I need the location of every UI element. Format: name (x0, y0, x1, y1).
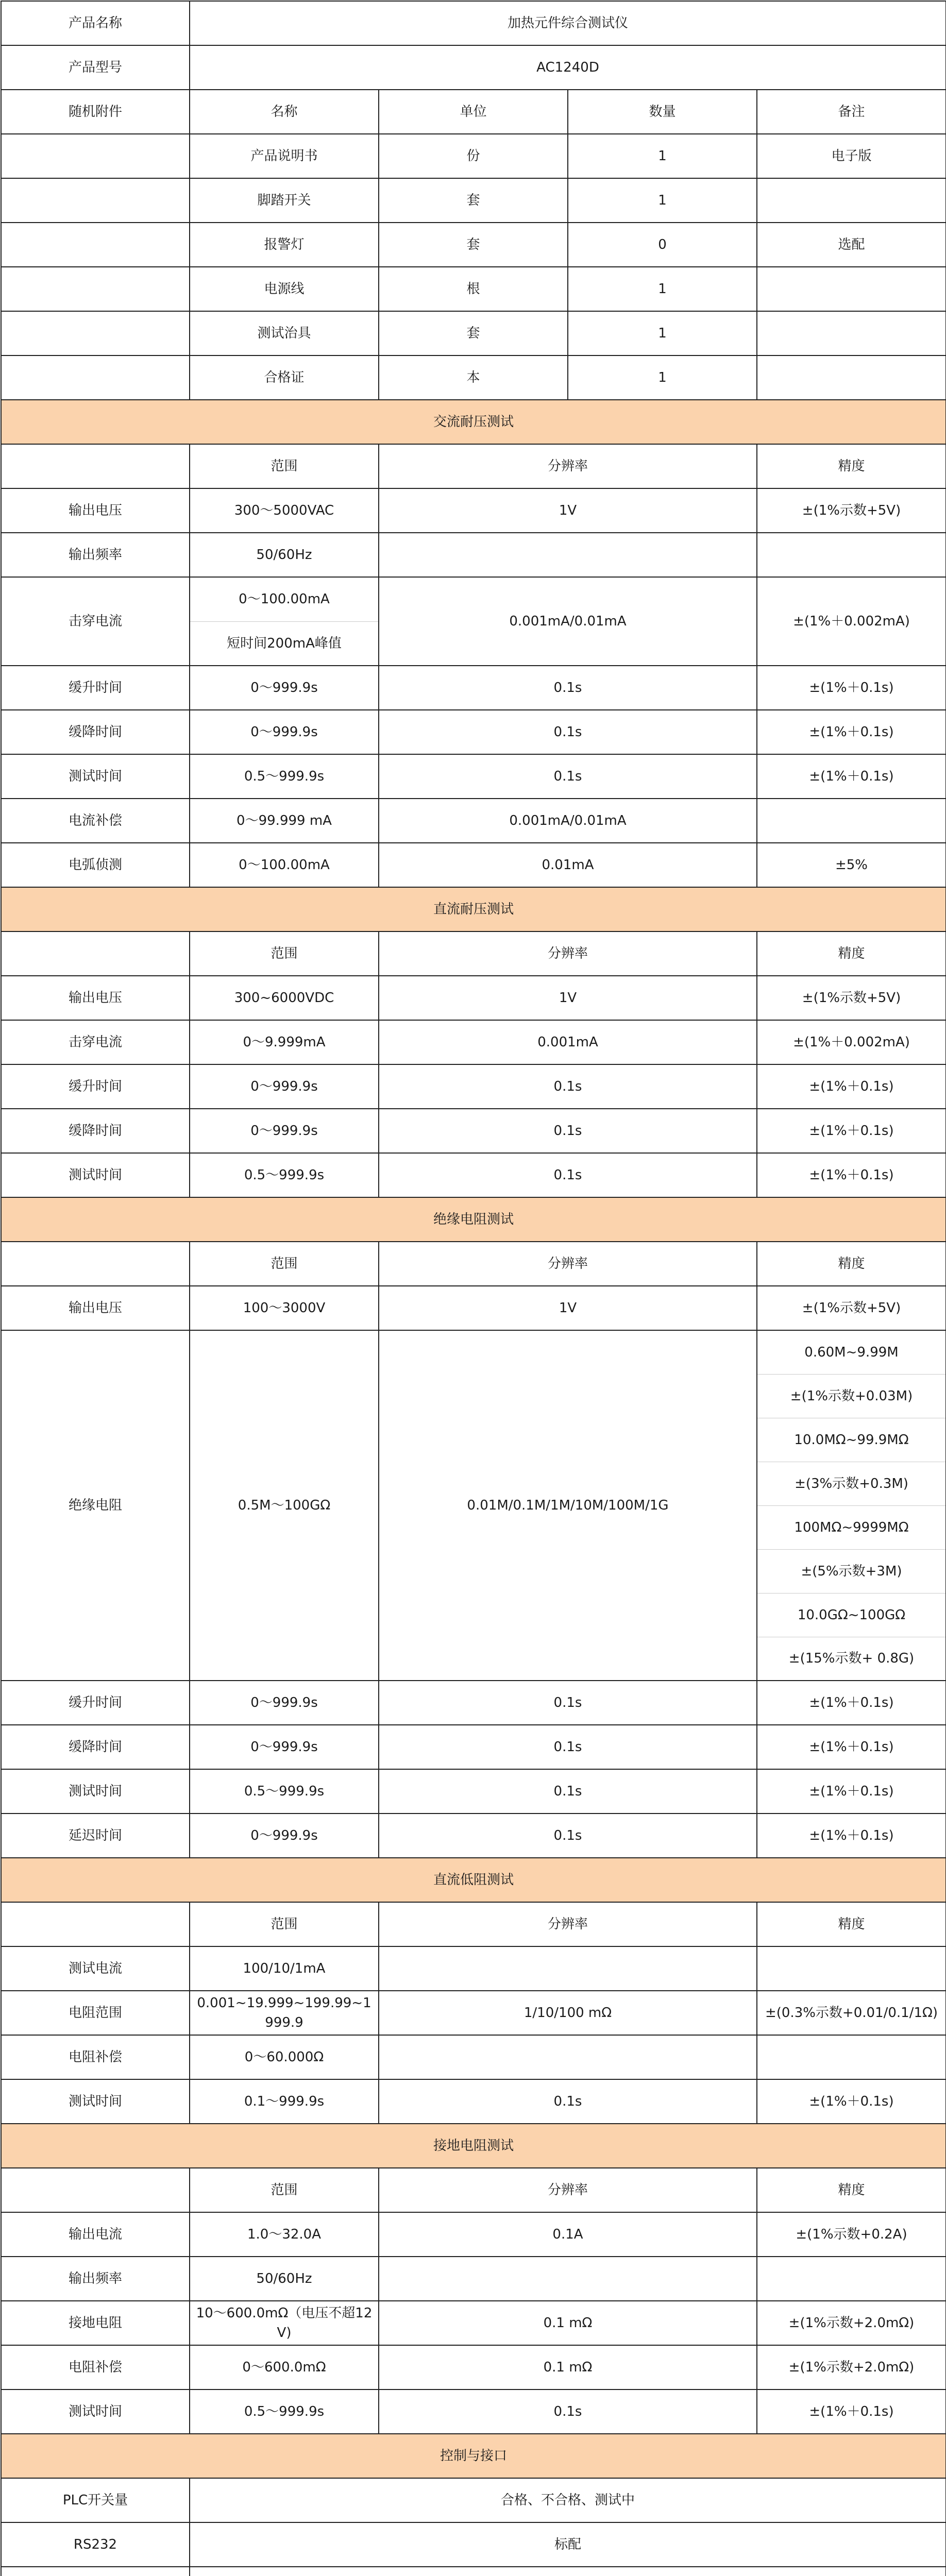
accessory-qty: 1 (568, 311, 757, 355)
param-range: 300～5000VAC (190, 488, 379, 533)
section-title: 直流低阻测试 (1, 1858, 946, 1902)
spec-row (1, 754, 946, 799)
param-resolution: 0.1s (379, 1769, 757, 1814)
param-name: 击穿电流 (1, 577, 190, 666)
param-accuracy: ±(1%示数+0.2A) (757, 2212, 946, 2257)
param-name: 测试时间 (1, 1153, 190, 1197)
accessory-note: 选配 (757, 223, 946, 267)
section-title: 接地电阻测试 (1, 2124, 946, 2168)
param-range: 50/60Hz (190, 2257, 379, 2301)
param-accuracy: ±(1%示数+2.0mΩ) (757, 2301, 946, 2345)
spec-row (1, 2079, 946, 2124)
param-name: 输出电压 (1, 488, 190, 533)
param-resolution: 0.1s (379, 710, 757, 754)
param-range: 100/10/1mA (190, 1946, 379, 1991)
accessory-row (1, 178, 946, 223)
param-resolution: 0.1s (379, 1814, 757, 1858)
param-accuracy: ±(1%＋0.1s) (757, 1769, 946, 1814)
param-name: 电阻补偿 (1, 2345, 190, 2389)
product-name-label: 产品名称 (1, 1, 190, 45)
param-name: 击穿电流 (1, 1020, 190, 1064)
accessory-row (1, 311, 946, 355)
accuracy-range-line: 0.60M~9.99M (757, 1330, 946, 1374)
accessory-unit: 根 (379, 267, 568, 311)
spec-row (1, 1153, 946, 1197)
param-range: 0～99.999 mA (190, 799, 379, 843)
param-range: 100～3000V (190, 1286, 379, 1330)
param-accuracy (757, 1946, 946, 1991)
accessory-name: 电源线 (190, 267, 379, 311)
header-range: 范围 (190, 444, 379, 488)
empty-cell (1, 223, 190, 267)
header-resolution: 分辨率 (379, 1242, 757, 1286)
spec-row (1, 1681, 946, 1725)
header-range: 范围 (190, 2168, 379, 2212)
accessory-name: 报警灯 (190, 223, 379, 267)
empty-cell (1, 267, 190, 311)
spec-row (1, 2345, 946, 2389)
param-resolution (379, 1946, 757, 1991)
param-resolution: 1V (379, 488, 757, 533)
param-resolution: 1V (379, 976, 757, 1020)
accessory-unit: 套 (379, 311, 568, 355)
param-name: 绝缘电阻 (1, 1330, 190, 1681)
param-resolution: 1/10/100 mΩ (379, 1991, 757, 2035)
control-name: RS232 (1, 2522, 190, 2567)
spec-table (1, 1, 946, 2576)
header-resolution: 分辨率 (379, 1902, 757, 1946)
accessories-header-unit: 单位 (379, 90, 568, 134)
header-accuracy: 精度 (757, 1902, 946, 1946)
param-name: 电阻补偿 (1, 2035, 190, 2079)
spec-header-row (1, 1242, 946, 1286)
spec-row (1, 1109, 946, 1153)
param-name: 测试时间 (1, 2389, 190, 2434)
control-row (1, 2522, 946, 2567)
product-name-row (1, 1, 946, 45)
accessory-unit: 套 (379, 223, 568, 267)
param-accuracy: ±(0.3%示数+0.01/0.1/1Ω) (757, 1991, 946, 2035)
param-accuracy: ±(1%＋0.1s) (757, 1153, 946, 1197)
param-accuracy: ±(1%示数+5V) (757, 488, 946, 533)
param-name: 缓降时间 (1, 1109, 190, 1153)
param-range: 300~6000VDC (190, 976, 379, 1020)
empty-cell (1, 178, 190, 223)
accessory-qty: 1 (568, 178, 757, 223)
control-row (1, 2478, 946, 2522)
control-name (1, 2567, 190, 2576)
spec-row (1, 1330, 946, 1374)
control-value (190, 2567, 946, 2576)
param-accuracy: ±(1%示数+2.0mΩ) (757, 2345, 946, 2389)
param-range: 50/60Hz (190, 533, 379, 577)
accessory-unit: 本 (379, 355, 568, 400)
product-name-value: 加热元件综合测试仪 (190, 1, 946, 45)
param-accuracy: ±(1%＋0.1s) (757, 1109, 946, 1153)
spec-header-row (1, 1902, 946, 1946)
accuracy-range-line: 100MΩ~9999MΩ (757, 1505, 946, 1549)
param-name: 输出频率 (1, 2257, 190, 2301)
header-resolution: 分辨率 (379, 444, 757, 488)
param-name: 接地电阻 (1, 2301, 190, 2345)
spec-row (1, 1769, 946, 1814)
param-name: 缓降时间 (1, 710, 190, 754)
param-name: 测试时间 (1, 754, 190, 799)
param-name: 缓降时间 (1, 1725, 190, 1769)
accessory-name: 脚踏开关 (190, 178, 379, 223)
header-resolution: 分辨率 (379, 2168, 757, 2212)
param-range: 0.1～999.9s (190, 2079, 379, 2124)
empty-cell (1, 1242, 190, 1286)
accessory-note (757, 355, 946, 400)
param-name: 输出电压 (1, 1286, 190, 1330)
accuracy-range-line: 10.0MΩ~99.9MΩ (757, 1418, 946, 1462)
accessory-name: 测试治具 (190, 311, 379, 355)
param-accuracy (757, 2035, 946, 2079)
accessory-name: 合格证 (190, 355, 379, 400)
param-name: 电弧侦测 (1, 843, 190, 887)
param-resolution: 0.001mA (379, 1020, 757, 1064)
spec-row (1, 533, 946, 577)
section-header-control (1, 2434, 946, 2478)
accessory-qty: 1 (568, 355, 757, 400)
param-accuracy (757, 533, 946, 577)
header-accuracy: 精度 (757, 1242, 946, 1286)
accessory-name: 产品说明书 (190, 134, 379, 178)
accessory-note (757, 267, 946, 311)
empty-cell (1, 931, 190, 976)
param-range: 0.001~19.999~199.99~1999.9 (190, 1991, 379, 2035)
param-resolution: 0.1s (379, 754, 757, 799)
param-range: 0～999.9s (190, 1064, 379, 1109)
param-resolution: 0.1s (379, 1064, 757, 1109)
spec-row (1, 976, 946, 1020)
header-accuracy: 精度 (757, 2168, 946, 2212)
spec-row (1, 1064, 946, 1109)
spec-header-row (1, 931, 946, 976)
spec-row (1, 2212, 946, 2257)
accessory-note: 电子版 (757, 134, 946, 178)
param-resolution: 0.1 mΩ (379, 2345, 757, 2389)
param-resolution: 1V (379, 1286, 757, 1330)
accessory-unit: 套 (379, 178, 568, 223)
param-name: 测试时间 (1, 2079, 190, 2124)
spec-row (1, 1020, 946, 1064)
accessories-header-row (1, 90, 946, 134)
empty-cell (1, 444, 190, 488)
section-title: 绝缘电阻测试 (1, 1197, 946, 1242)
accessory-row (1, 267, 946, 311)
product-model-label: 产品型号 (1, 45, 190, 90)
accessory-row (1, 355, 946, 400)
accessory-qty: 1 (568, 134, 757, 178)
section-header-gr (1, 2124, 946, 2168)
param-range: 0～60.000Ω (190, 2035, 379, 2079)
spec-row (1, 2389, 946, 2434)
accuracy-range-line: 10.0GΩ~100GΩ (757, 1593, 946, 1637)
param-range: 0～999.9s (190, 1725, 379, 1769)
header-range: 范围 (190, 1902, 379, 1946)
param-accuracy: ±(1%＋0.1s) (757, 1814, 946, 1858)
empty-cell (1, 2168, 190, 2212)
param-resolution: 0.1s (379, 666, 757, 710)
param-accuracy: ±(1%＋0.1s) (757, 2079, 946, 2124)
accuracy-value-line: ±(3%示数+0.3M) (757, 1462, 946, 1505)
spec-row (1, 2301, 946, 2345)
param-resolution: 0.1s (379, 1153, 757, 1197)
param-name: 输出电压 (1, 976, 190, 1020)
spec-header-row (1, 2168, 946, 2212)
param-resolution: 0.1 mΩ (379, 2301, 757, 2345)
section-header-acw (1, 400, 946, 444)
control-name: PLC开关量 (1, 2478, 190, 2522)
param-name: 缓升时间 (1, 1064, 190, 1109)
product-model-value: AC1240D (190, 45, 946, 90)
header-range: 范围 (190, 1242, 379, 1286)
param-resolution (379, 533, 757, 577)
section-title: 交流耐压测试 (1, 400, 946, 444)
param-accuracy: ±5% (757, 843, 946, 887)
param-resolution (379, 2257, 757, 2301)
section-header-dclr (1, 1858, 946, 1902)
param-range: 0～100.00mA (190, 843, 379, 887)
param-range: 0～999.9s (190, 666, 379, 710)
param-accuracy: ±(1%示数+5V) (757, 1286, 946, 1330)
section-title: 控制与接口 (1, 2434, 946, 2478)
accessories-label: 随机附件 (1, 90, 190, 134)
param-name: 电阻范围 (1, 1991, 190, 2035)
product-model-row (1, 45, 946, 90)
spec-row (1, 1286, 946, 1330)
param-accuracy: ±(1%＋0.1s) (757, 1681, 946, 1725)
spec-row (1, 843, 946, 887)
header-accuracy: 精度 (757, 444, 946, 488)
accuracy-value-line: ±(5%示数+3M) (757, 1549, 946, 1593)
param-name: 缓升时间 (1, 1681, 190, 1725)
spec-row (1, 488, 946, 533)
section-header-dcw (1, 887, 946, 931)
param-name: 延迟时间 (1, 1814, 190, 1858)
param-accuracy: ±(1%＋0.1s) (757, 710, 946, 754)
spec-row (1, 799, 946, 843)
param-accuracy: ±(1%＋0.1s) (757, 1064, 946, 1109)
spec-row (1, 1814, 946, 1858)
accuracy-value-line: ±(1%示数+0.03M) (757, 1374, 946, 1418)
param-name: 输出频率 (1, 533, 190, 577)
param-resolution: 0.1s (379, 1681, 757, 1725)
spec-row (1, 2257, 946, 2301)
spec-row (1, 1725, 946, 1769)
param-accuracy: ±(1%＋0.1s) (757, 2389, 946, 2434)
spec-row (1, 1991, 946, 2035)
accessories-header-qty: 数量 (568, 90, 757, 134)
param-range: 0～999.9s (190, 1109, 379, 1153)
spec-row (1, 1946, 946, 1991)
section-header-ir (1, 1197, 946, 1242)
param-accuracy: ±(1%＋0.002mA) (757, 1020, 946, 1064)
accessory-qty: 0 (568, 223, 757, 267)
header-accuracy: 精度 (757, 931, 946, 976)
spec-row (1, 2035, 946, 2079)
param-resolution: 0.001mA/0.01mA (379, 577, 757, 666)
param-name: 输出电流 (1, 2212, 190, 2257)
accessories-header-name: 名称 (190, 90, 379, 134)
param-resolution: 0.1s (379, 1109, 757, 1153)
spec-row (1, 577, 946, 621)
param-accuracy: ±(1%＋0.1s) (757, 666, 946, 710)
param-range: 1.0～32.0A (190, 2212, 379, 2257)
accessory-unit: 份 (379, 134, 568, 178)
param-range: 0.5～999.9s (190, 1769, 379, 1814)
spec-header-row (1, 444, 946, 488)
param-range: 0～999.9s (190, 1681, 379, 1725)
accessories-header-note: 备注 (757, 90, 946, 134)
param-range: 0.5～999.9s (190, 2389, 379, 2434)
param-range: 0～600.0mΩ (190, 2345, 379, 2389)
param-range: 0～999.9s (190, 710, 379, 754)
param-name: 缓升时间 (1, 666, 190, 710)
header-range: 范围 (190, 931, 379, 976)
param-range: 0～9.999mA (190, 1020, 379, 1064)
param-accuracy (757, 799, 946, 843)
param-range: 0.5～999.9s (190, 754, 379, 799)
param-resolution: 0.1s (379, 1725, 757, 1769)
param-range-peak: 短时间200mA峰值 (190, 621, 379, 666)
empty-cell (1, 355, 190, 400)
empty-cell (1, 134, 190, 178)
param-accuracy: ±(1%示数+5V) (757, 976, 946, 1020)
section-title: 直流耐压测试 (1, 887, 946, 931)
param-resolution: 0.1s (379, 2079, 757, 2124)
spec-row (1, 710, 946, 754)
param-resolution: 0.001mA/0.01mA (379, 799, 757, 843)
param-range: 0～999.9s (190, 1814, 379, 1858)
param-resolution: 0.01mA (379, 843, 757, 887)
param-name: 测试电流 (1, 1946, 190, 1991)
empty-cell (1, 1902, 190, 1946)
accessory-note (757, 178, 946, 223)
accessory-note (757, 311, 946, 355)
control-row (1, 2567, 946, 2576)
accuracy-value-line: ±(15%示数+ 0.8G) (757, 1637, 946, 1681)
param-accuracy (757, 2257, 946, 2301)
accessory-row (1, 223, 946, 267)
param-resolution: 0.1s (379, 2389, 757, 2434)
header-resolution: 分辨率 (379, 931, 757, 976)
accessory-qty: 1 (568, 267, 757, 311)
empty-cell (1, 311, 190, 355)
param-range: 0.5M～100GΩ (190, 1330, 379, 1681)
param-accuracy: ±(1%＋0.002mA) (757, 577, 946, 666)
param-name: 电流补偿 (1, 799, 190, 843)
param-range: 0～100.00mA (190, 577, 379, 621)
param-accuracy: ±(1%＋0.1s) (757, 1725, 946, 1769)
param-range: 10～600.0mΩ（电压不超12V) (190, 2301, 379, 2345)
param-resolution: 0.1A (379, 2212, 757, 2257)
param-accuracy: ±(1%＋0.1s) (757, 754, 946, 799)
param-resolution (379, 2035, 757, 2079)
param-resolution: 0.01M/0.1M/1M/10M/100M/1G (379, 1330, 757, 1681)
param-name: 测试时间 (1, 1769, 190, 1814)
control-value: 标配 (190, 2522, 946, 2567)
param-range: 0.5～999.9s (190, 1153, 379, 1197)
accessory-row (1, 134, 946, 178)
spec-row (1, 666, 946, 710)
control-value: 合格、不合格、测试中 (190, 2478, 946, 2522)
